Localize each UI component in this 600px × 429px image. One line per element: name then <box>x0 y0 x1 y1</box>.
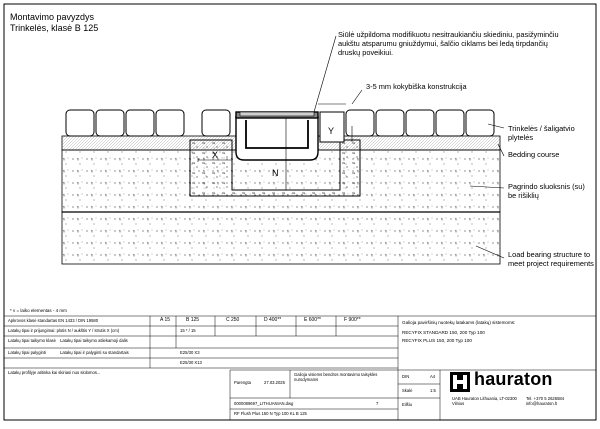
drawing-id: RF Flush Plus 150 N Typ 100 KL B 125 <box>234 411 307 416</box>
title-line-2: Trinkelės, klasė B 125 <box>10 23 99 33</box>
drawing-title <box>10 12 98 34</box>
row4-value: E25/30 X13 <box>180 360 202 365</box>
row2-value: 15 * / 15 <box>180 328 196 333</box>
date: 27.03.2025 <box>264 380 285 385</box>
class-a15: A 15 <box>160 317 171 323</box>
validity-title: Galioja paviršinių nuotekų latakams (latakų) sistemoms: <box>402 320 516 325</box>
din-label: DIN <box>402 374 410 379</box>
row3-sub: Latakų tipai taikymo atliekamoji dalis <box>60 338 128 343</box>
prepared-label: Parengta <box>234 380 251 385</box>
class-b125: B 125 <box>186 317 200 323</box>
hauraton-mark-icon <box>450 372 470 392</box>
class-c250: C 250 <box>226 317 240 323</box>
dim-x: X <box>212 150 219 160</box>
row4-sub: Latakų tipai ir palyginti su standartais <box>60 350 129 355</box>
row4-label: Latakų tipai palyginti <box>8 350 46 355</box>
base-callout: Pagrindo sluoksnis (su) be rišiklių <box>508 182 585 200</box>
paving-callout: Trinkelės / šaligatvio plytelės <box>508 124 575 142</box>
seam-callout: Siūlė užpildoma modifikuotu nesitraukiančiu skiediniu, pasižyminčiu aukštu atsparumu gniuždymui, šalčio ciklams bei ledą tirpdančių druskų poveikiui. <box>338 30 559 57</box>
dim-y: Y <box>328 126 335 136</box>
system-2: RECYFIX PLUS 150, 200 Typ 100 <box>402 338 472 343</box>
title-line-1: Montavimo pavyzdys <box>10 12 95 22</box>
gap-callout: 3-5 mm kokybiška konstrukcija <box>366 82 467 91</box>
row3-value: E25/30 X3 <box>180 350 200 355</box>
class-d400: D 400** <box>264 317 282 323</box>
file-name: 0000089697_LITHUANIAN.dwg <box>234 401 294 406</box>
din-value: A4 <box>430 374 436 379</box>
brand-name: hauraton <box>474 369 553 389</box>
scale-value: 1:5 <box>430 388 436 393</box>
row2-label: Latakų tipai ir prijungimai: plotis N / aukštis Y / strutis X (cm) <box>8 328 120 333</box>
class-e600: E 600** <box>304 317 321 323</box>
bedding-callout: Bedding course <box>508 150 560 159</box>
drainage-channel <box>236 112 318 160</box>
load-bearing-callout: Load bearing structure to meet project requirements <box>508 250 594 268</box>
extra-note: Galioja visiems bendros montavimo taisyklės nurodymams <box>294 372 378 382</box>
sheet-number: 7 <box>376 401 379 406</box>
row1-label: Apkrovos klasė standartas EN 1433 / DIN 19580 <box>8 318 99 323</box>
edition-label: Eilšiu <box>402 402 413 407</box>
dim-n: N <box>272 168 279 178</box>
class-f900: F 900** <box>344 317 361 323</box>
row3-label: Latakų tipai taikymo klasė <box>8 338 56 343</box>
load-bearing-layer <box>62 212 500 264</box>
hauraton-logo <box>450 371 580 393</box>
company-address: UAB Hauraton Lithuania, LT-02300 Vilnius <box>452 396 517 406</box>
notes: Latakų profilyje atitinka kai skiriasi nuo siūlomos... <box>8 370 101 375</box>
scale-label: Skalė <box>402 388 413 393</box>
system-1: RECYFIX STANDARD 150, 200 Typ 100 <box>402 330 485 335</box>
company-contact: Tel. +370 5 2626584 info@hauraton.lt <box>526 396 565 406</box>
footnote: * ν = laiko elementas - 4 mm <box>10 308 67 313</box>
